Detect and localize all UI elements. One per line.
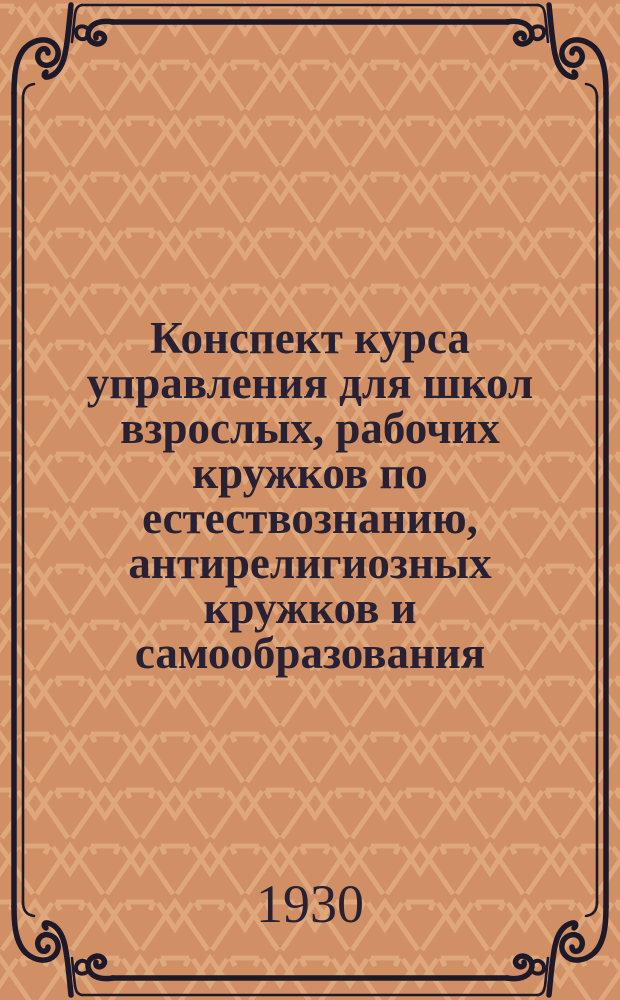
title-line: взрослых, рабочих	[120, 403, 500, 453]
publication-year: 1930	[256, 874, 364, 934]
title-line: кружков по	[192, 448, 428, 498]
title-line: Конспект курса	[150, 313, 470, 363]
title-line: антирелигиозных	[128, 538, 492, 588]
title-line: естествознанию,	[142, 493, 478, 543]
title-line: управления для школ	[86, 358, 534, 408]
book-title	[36, 313, 584, 678]
title-line: самообразования	[134, 628, 486, 678]
title-line: кружков и	[203, 583, 417, 633]
